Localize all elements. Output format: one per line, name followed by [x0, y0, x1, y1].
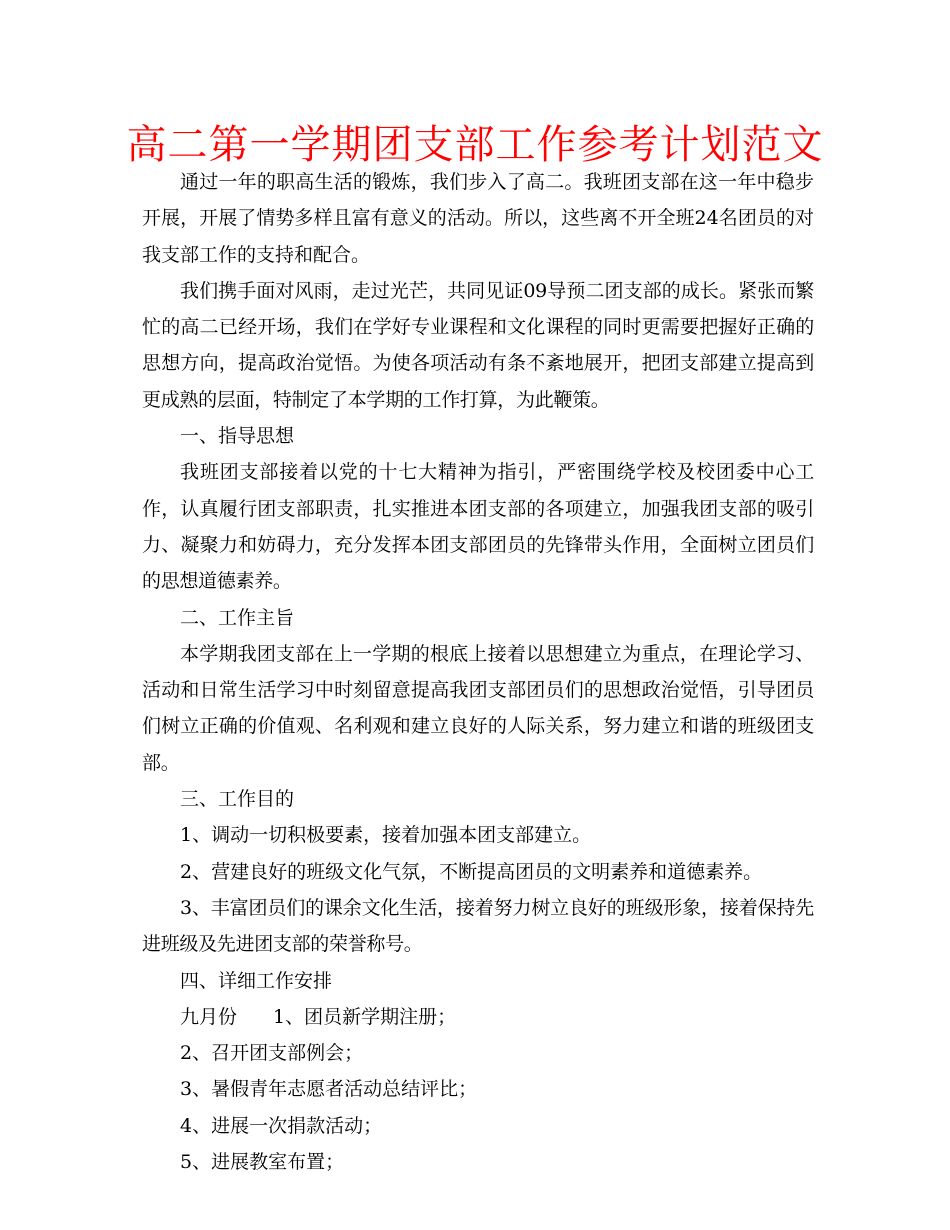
schedule-month-row [142, 999, 814, 1035]
intro-paragraph-2: 我们携手面对风雨，走过光芒，共同见证09导预二团支部的成长。紧张而繁忙的高二已经开场，我们在学好专业课程和文化课程的同时更需要把握好正确的思想方向，提高政治觉悟。为使各项活动有条不紊地展开，把团支部建立提高到更成熟的层面，特制定了本学期的工作打算，为此鞭策。 [142, 279, 814, 411]
goal-item: 1、调动一切积极要素，接着加强本团支部建立。 [180, 824, 592, 847]
schedule-item: 2、召开团支部例会； [180, 1042, 364, 1065]
document-body [142, 164, 814, 1180]
schedule-item: 3、暑假青年志愿者活动总结评比； [180, 1078, 478, 1101]
schedule-item: 5、进展教室布置； [180, 1151, 345, 1174]
goal-item: 2、营建良好的班级文化气氛，不断提高团员的文明素养和道德素养。 [180, 860, 763, 883]
section-text-work-purpose: 本学期我团支部在上一学期的根底上接着以思想建立为重点，在理论学习、活动和日常生活学习中时刻留意提高我团支部团员们的思想政治觉悟，引导团员们树立正确的价值观、名利观和建立良好的人际关系，努力建立和谐的班级团支部。 [142, 642, 814, 774]
goal-item: 3、丰富团员们的课余文化生活，接着努力树立良好的班级形象，接着保持先进班级及先进团支部的荣誉称号。 [142, 896, 814, 956]
section-text-guiding-ideology: 我班团支部接着以党的十七大精神为指引，严密围绕学校及校团委中心工作，认真履行团支部职责，扎实推进本团支部的各项建立，加强我团支部的吸引力、凝聚力和妨碍力，充分发挥本团支部团员的先锋带头作用，全面树立团员们的思想道德素养。 [142, 461, 814, 593]
section-heading-work-purpose: 二、工作主旨 [180, 606, 295, 629]
schedule-month: 九月份 [180, 1005, 238, 1028]
schedule-item: 4、进展一次捐款活动； [180, 1114, 383, 1137]
section-heading-work-schedule: 四、详细工作安排 [180, 969, 333, 992]
section-heading-guiding-ideology: 一、指导思想 [180, 425, 295, 448]
schedule-item: 1、团员新学期注册； [273, 1005, 457, 1028]
document-title: 高二第一学期团支部工作参考计划范文 [126, 122, 824, 168]
section-heading-work-goals: 三、工作目的 [180, 788, 295, 811]
intro-paragraph-1: 通过一年的职高生活的锻炼，我们步入了高二。我班团支部在这一年中稳步开展，开展了情势多样且富有意义的活动。所以，这些离不开全班24名团员的对我支部工作的支持和配合。 [142, 171, 814, 266]
